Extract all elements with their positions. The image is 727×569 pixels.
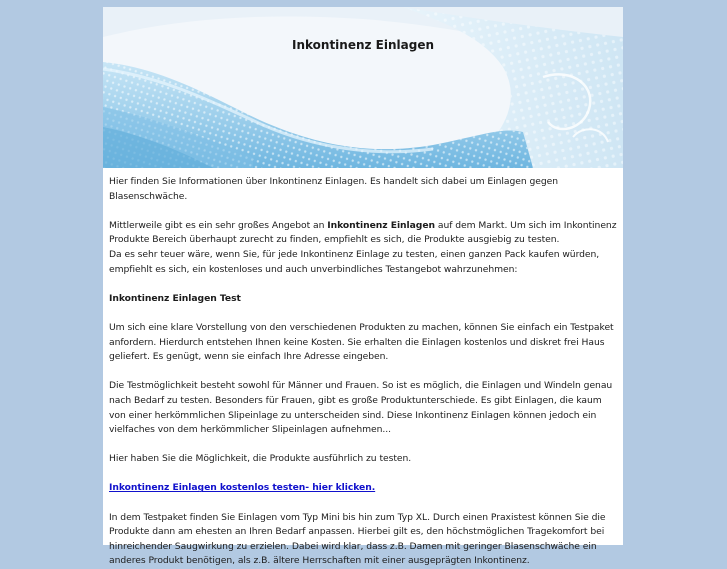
offer-paragraph: [109, 219, 618, 277]
offer-text-end: auf dem Markt. Um sich im Inkontinenz Produkte Bereich überhaupt zurecht zu finden, empfiehlt es sich, die Produkte ausgiebig zu testen.: [109, 219, 617, 246]
offer-text-bold: Inkontinenz Einlagen: [327, 219, 435, 231]
free-test-link[interactable]: Inkontinenz Einlagen kostenlos testen- hier klicken.: [109, 482, 376, 494]
header-banner: [103, 7, 623, 168]
offer-text-second-line: Da es sehr teuer wäre, wenn Sie, für jede Inkontinenz Einlage zu testen, einen ganzen Pack kaufen würden, empfiehlt es sich, ein kostenloses und auch unverbindliches Testangebot wahrzunehmen:: [109, 248, 600, 275]
test-heading: Inkontinenz Einlagen Test: [109, 292, 241, 304]
intro-paragraph: Hier finden Sie Informationen über Inkontinenz Einlagen. Es handelt sich dabei um Einlagen gegen Blasenschwäche.: [109, 176, 559, 202]
link-paragraph: [109, 481, 618, 496]
test-possibility-paragraph: Hier haben Sie die Möglichkeit, die Produkte ausführlich zu testen.: [109, 453, 412, 465]
men-women-paragraph: Die Testmöglichkeit besteht sowohl für Männer und Frauen. So ist es möglich, die Einlagen und Windeln genau nach Bedarf zu testen. Besonders für Frauen, gibt es große Produktunterschiede. Es gibt Einlagen, die kaum von einer herkömmlichen Slipeinlage zu unterscheiden sind. Diese Inkontinenz Einlagen können jedoch ein vielfaches von dem herkömmlicher Slipeinlagen aufnehmen...: [109, 380, 613, 436]
page-container: [103, 7, 623, 567]
main-content: [103, 168, 623, 569]
page-title: Inkontinenz Einlagen: [291, 38, 435, 52]
testpaket-paragraph: Um sich eine klare Vorstellung von den verschiedenen Produkten zu machen, können Sie einfach ein Testpaket anfordern. Hierdurch entstehen Ihnen keine Kosten. Sie erhalten die Einlagen kostenlos und diskret frei Haus geliefert. Es genügt, wenn sie einfach Ihre Adresse eingeben.: [109, 321, 614, 363]
sizes-paragraph: In dem Testpaket finden Sie Einlagen vom Typ Mini bis hin zum Typ XL. Durch einen Praxistest können Sie die Produkte dann am ehesten an Ihren Bedarf anpassen. Hierbei gilt es, den höchstmöglichen Tragekomfort bei hinreichender Saugwirkung zu erzielen. Dabei wird klar, dass z.B. Damen mit geringer Blasenschwäche ein anderes Produkt benötigen, als z.B. ältere Herrschaften mit einer ausgeprägten Inkontinenz.: [109, 511, 606, 567]
pad-illustration: [103, 7, 623, 168]
offer-text-start: Mittlerweile gibt es ein sehr großes Angebot an: [109, 219, 328, 231]
